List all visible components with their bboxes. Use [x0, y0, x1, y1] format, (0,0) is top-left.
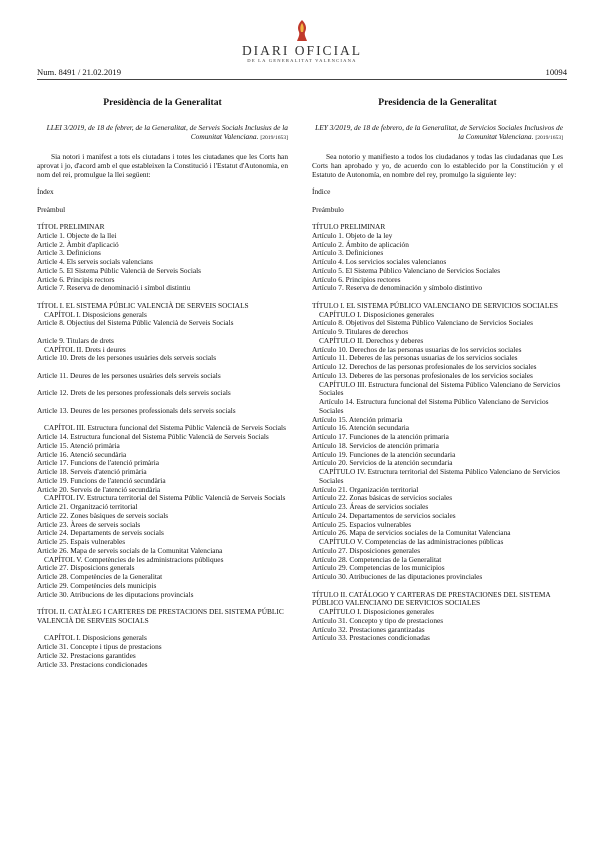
index-entry: Article 4. Els serveis socials valencians: [37, 257, 153, 266]
header-rule: [37, 79, 567, 80]
spacer: [37, 179, 288, 188]
index-entry: Article 8. Objectius del Sistema Públic Valencià de Serveis Socials: [37, 318, 234, 328]
index-entry: Article 23. Àrees de serveis socials: [37, 519, 141, 529]
law-title: [37, 123, 288, 143]
index-entry: Artículo 2. Ámbito de aplicación: [312, 239, 409, 249]
index-entry: Artículo 12. Derechos de las personas profesionales de los servicios sociales: [312, 362, 537, 371]
index-entry: Article 31. Concepte i tipus de prestacions: [37, 642, 162, 651]
index-entry: Artículo 24. Departamentos de servicios sociales: [312, 510, 456, 520]
index-entry: Article 3. Definicions: [37, 248, 101, 258]
section-title: Presidència de la Generalitat: [103, 97, 222, 108]
index-entry: CAPÍTULO I. Disposiciones generales: [319, 309, 435, 319]
issue-number: Num. 8491 / 21.02.2019: [37, 67, 122, 77]
index-entry: Artículo 11. Deberes de las personas usuarias de los servicios sociales: [312, 353, 518, 363]
spacer: [312, 197, 563, 206]
index-entry: Preàmbul: [37, 204, 66, 214]
index-entry: Artículo 4. Los servicios sociales valencianos: [312, 257, 447, 266]
index-entry: Artículo 32. Prestaciones garantizadas: [312, 624, 425, 634]
index-entry: TÍTULO I. EL SISTEMA PÚBLICO VALENCIANO DE SERVICIOS SOCIALES: [312, 300, 558, 310]
index-entry: CAPÍTOL I. Disposicions generals: [44, 309, 147, 319]
index-entry: Artículo 20. Servicios de la atención secundaria: [312, 458, 453, 468]
index-entry: Article 19. Funcions de l'atenció secundària: [37, 475, 166, 485]
promulgation-text: Sia notori i manifest a tots els ciutadans i totes les ciutadanes que les Corts han aprovat i jo, d'acord amb el que estableixen la Constitució i l'Estatut d'Autonomia, en nom del rei, promulgue la llei següent:: [37, 152, 288, 179]
index-entry: Article 17. Funcions de l'atenció primària: [37, 458, 160, 468]
column-valencian: [37, 97, 288, 669]
index-entry: Artículo 17. Funciones de la atención primaria: [312, 432, 449, 441]
index-entry: Article 30. Atribucions de les diputacions provincials: [37, 589, 194, 599]
index-entry: Article 1. Objecte de la llei: [37, 230, 117, 240]
index-entry: Article 18. Serveis d'atenció primària: [37, 467, 147, 476]
index-entry: Article 2. Àmbit d'aplicació: [37, 239, 119, 249]
promulgation-text: Sea notorio y manifiesto a todos los ciudadanos y todas las ciudadanas que Les Corts han aprobado y yo, de acuerdo con lo establecido por la Constitución y el Estatuto de Autonomía, en nombre del rey, promulgo la siguiente ley:: [312, 152, 563, 179]
index-entry: CAPÍTULO II. Derechos y deberes: [319, 335, 424, 345]
index-entry: Artículo 3. Definiciones: [312, 248, 384, 258]
generalitat-emblem-icon: [295, 20, 309, 42]
index-entry: Artículo 25. Espacios vulnerables: [312, 519, 412, 529]
index-entry: Artículo 26. Mapa de servicios sociales de la Comunitat Valenciana: [312, 528, 511, 538]
index-entry: CAPÍTOL IV. Estructura territorial del Sistema Públic Valencià de Serveis Socials: [44, 493, 286, 503]
index-entry: Artículo 7. Reserva de denominación y símbolo distintivo: [312, 283, 483, 293]
index-entry: Artículo 29. Competencias de los municipios: [312, 563, 445, 573]
index-list: [312, 179, 563, 643]
index-entry: Artículo 1. Objeto de la ley: [312, 230, 393, 240]
index-entry: CAPÍTOL V. Competències de les administracions públiques: [44, 554, 224, 564]
index-entry: Artículo 6. Principios rectores: [312, 274, 401, 284]
index-entry: Article 10. Drets de les persones usuàries dels serveis socials: [37, 353, 217, 363]
index-entry: CAPÍTULO V. Competencias de las administraciones públicas: [319, 537, 504, 546]
index-entry: CAPÍTULO IV. Estructura territorial del Sistema Público Valenciano de Servicios Sociales: [319, 467, 560, 485]
index-entry: CAPÍTOL III. Estructura funcional del Sistema Públic Valencià de Serveis Socials: [44, 423, 286, 433]
index-entry: Artículo 19. Funciones de la atención secundaria: [312, 449, 456, 459]
index-entry: Article 13. Deures de les persones professionals dels serveis socials: [37, 405, 236, 415]
logo-title: DIARI OFICIAL: [241, 43, 363, 58]
index-entry: TÍTULO II. CATÁLOGO Y CARTERAS DE PRESTACIONES DEL SISTEMA PÚBLICO VALENCIANO DE SERVICIOS SOCIALES: [312, 589, 551, 608]
index-entry: Artículo 21. Organización territorial: [312, 484, 419, 494]
index-entry: Artículo 27. Disposiciones generales: [312, 545, 421, 555]
index-entry: Artículo 22. Zonas básicas de servicios sociales: [312, 493, 453, 503]
law-title-text: LEY 3/2019, de 18 de febrero, de la Generalitat, de Servicios Sociales Inclusivos de la Comunitat Valenciana.: [315, 123, 563, 141]
page-number: 10094: [545, 67, 567, 77]
index-entry: Artículo 18. Servicios de atención primaria: [312, 440, 439, 450]
index-entry: Article 15. Atenció primària: [37, 440, 120, 450]
index-entry: Article 33. Prestacions condicionades: [37, 659, 148, 669]
index-entry: Article 21. Organització territorial: [37, 502, 138, 511]
index-entry: Índex: [37, 187, 54, 196]
index-entry: Article 29. Competències dels municipis: [37, 580, 157, 590]
index-entry: Artículo 16. Atención secundaria: [312, 423, 410, 433]
index-entry: Article 14. Estructura funcional del Sistema Públic Valencià de Serveis Socials: [37, 432, 269, 441]
index-entry: Artículo 8. Objetivos del Sistema Público Valenciano de Servicios Sociales: [312, 318, 533, 328]
index-entry: Artículo 33. Prestaciones condicionadas: [312, 633, 430, 643]
section-title: Presidencia de la Generalitat: [378, 97, 497, 108]
index-entry: TÍTOL II. CATÀLEG I CARTERES DE PRESTACIONS DEL SISTEMA PÚBLIC VALENCIÀ DE SERVEIS SOCIALS: [37, 607, 284, 625]
index-entry: Article 9. Titulars de drets: [37, 335, 114, 345]
index-entry: Índice: [312, 187, 331, 196]
index-entry: CAPÍTOL I. Disposicions generals: [44, 633, 147, 643]
index-entry: TÍTOL PRELIMINAR: [37, 222, 105, 231]
index-entry: Artículo 15. Atención primaria: [312, 414, 403, 424]
index-entry: Article 6. Principis rectors: [37, 274, 115, 284]
spacer: [37, 197, 288, 206]
logo-subtitle: DE LA GENERALITAT VALENCIANA: [247, 58, 357, 63]
index-entry: Artículo 23. Áreas de servicios sociales: [312, 502, 429, 511]
index-entry: TÍTULO PRELIMINAR: [312, 222, 386, 231]
index-entry: Article 32. Prestacions garantides: [37, 650, 136, 660]
index-entry: Artículo 30. Atribuciones de las diputaciones provinciales: [312, 572, 483, 581]
index-entry: CAPÍTOL II. Drets i deures: [44, 344, 126, 354]
index-entry: Article 11. Deures de les persones usuàries dels serveis socials: [37, 370, 221, 380]
index-entry: Artículo 10. Derechos de las personas usuarias de los servicios sociales: [312, 344, 522, 354]
index-entry: Article 28. Competències de la Generalitat: [37, 572, 163, 581]
index-entry: Preámbulo: [312, 204, 344, 214]
law-title: [312, 123, 563, 143]
index-entry: Article 26. Mapa de serveis socials de la Comunitat Valenciana: [37, 545, 223, 555]
index-entry: CAPÍTULO I. Disposiciones generales: [319, 607, 435, 616]
index-entry: Article 5. El Sistema Públic Valencià de Serveis Socials: [37, 265, 202, 275]
index-entry: Article 25. Espais vulnerables: [37, 537, 126, 546]
index-entry: Article 16. Atenció secundària: [37, 449, 127, 459]
index-entry: Article 27. Disposicions generals: [37, 563, 135, 573]
index-entry: Artículo 14. Estructura funcional del Sistema Público Valenciano de Servicios Sociales: [319, 397, 549, 415]
law-reference: [2019/1653]: [260, 135, 288, 141]
law-title-text: LLEI 3/2019, de 18 de febrer, de la Generalitat, de Serveis Socials Inclusius de la Comunitat Valenciana.: [46, 123, 288, 141]
index-entry: Artículo 5. El Sistema Público Valenciano de Servicios Sociales: [312, 265, 501, 275]
index-entry: Article 24. Departaments de serveis socials: [37, 528, 164, 538]
index-entry: Artículo 13. Deberes de las personas profesionales de los servicios sociales: [312, 370, 533, 380]
index-entry: Artículo 9. Titulares de derechos: [312, 327, 409, 336]
index-entry: TÍTOL I. EL SISTEMA PÚBLIC VALENCIÀ DE SERVEIS SOCIALS: [37, 300, 249, 310]
index-entry: CAPÍTULO III. Estructura funcional del Sistema Público Valenciano de Servicios Sociales: [319, 379, 561, 398]
law-reference: [2019/1653]: [535, 135, 563, 141]
index-entry: Artículo 28. Competencias de la Generalitat: [312, 554, 442, 564]
index-entry: Article 12. Drets de les persones professionals dels serveis socials: [37, 388, 231, 398]
index-entry: Article 20. Serveis de l'atenció secundària: [37, 484, 161, 494]
index-entry: Article 22. Zones bàsiques de serveis socials: [37, 510, 169, 520]
spacer: [312, 179, 563, 188]
column-spanish: [312, 97, 563, 643]
index-entry: Article 7. Reserva de denominació i símbol distintiu: [37, 283, 191, 293]
index-list: [37, 179, 288, 669]
index-entry: Artículo 31. Concepto y tipo de prestaciones: [312, 615, 444, 625]
